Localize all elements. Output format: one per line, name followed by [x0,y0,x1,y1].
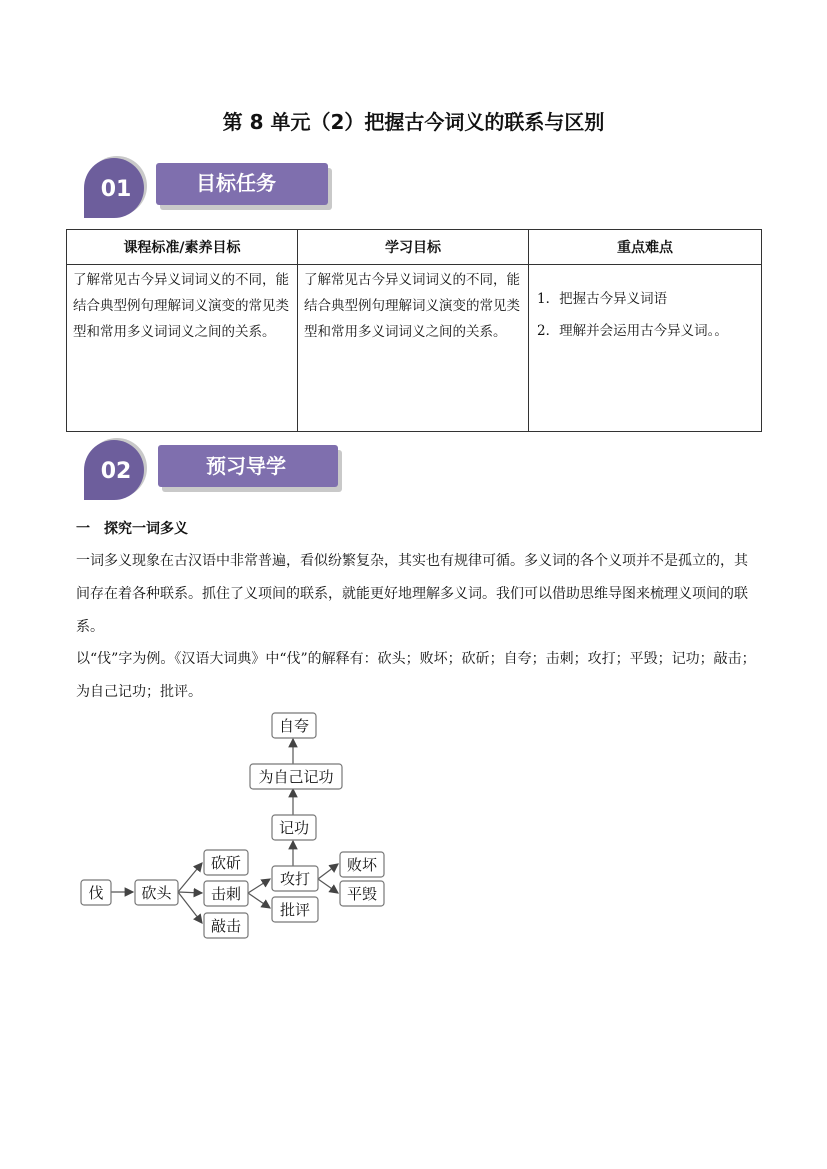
paragraph: 一词多义现象在古汉语中非常普遍，看似纷繁复杂，其实也有规律可循。多义词的各个义项并不是孤立的，其间存在着各种联系。抓住了义项间的联系，就能更好地理解多义词。我们可以借助思维导图来梳理义项间的联系。 [76,553,748,635]
edge [248,879,270,893]
node-gongda [272,866,318,891]
badge-number: 02 [100,459,132,484]
page-title: 第 8 单元（2）把握古今词义的联系与区别 [222,110,605,134]
svg-text:击刺: 击刺 [210,885,242,903]
badge-number: 01 [100,177,132,202]
node-wei-ziji-jigong [250,764,342,789]
node-kantou [135,880,178,905]
node-jici [204,881,248,906]
table-header: 课程标准/素养目标 [67,230,298,265]
key-point: 1．把握古今异义词语 [537,291,668,307]
svg-text:平毁: 平毁 [346,885,378,903]
edge [178,892,202,893]
edge [248,893,270,908]
node-piping [272,897,318,922]
svg-text:砍头: 砍头 [141,884,172,902]
svg-text:自夸: 自夸 [278,717,310,735]
badge-label: 预习导学 [206,454,286,478]
svg-text:记功: 记功 [278,819,310,837]
mind-map-diagram [70,705,400,950]
node-fa [81,880,111,905]
svg-text:批评: 批评 [279,901,311,919]
objective-cell: 了解常见古今异义词词义的不同，能结合典型例句理解词义演变的常见类型和常用多义词词义之间的关系。 [298,265,529,432]
node-qiaoji [204,913,248,938]
badge-label: 目标任务 [196,171,276,195]
table-header: 重点难点 [529,230,762,265]
edge [318,864,338,879]
section-badge-preview [80,436,350,502]
node-pinghui [340,881,384,906]
svg-text:攻打: 攻打 [279,870,311,888]
svg-text:为自己记功: 为自己记功 [258,768,334,786]
paragraph: 以“伐”字为例。《汉语大词典》中“伐”的解释有：砍头；败坏；砍斫；自夸；击刺；攻打；平毁；记功；敲击；为自己记功；批评。 [76,651,756,700]
standard-cell: 了解常见古今异义词词义的不同，能结合典型例句理解词义演变的常见类型和常用多义词词义之间的关系。 [67,265,298,432]
svg-text:败坏: 败坏 [346,856,378,874]
key-points-cell [529,265,762,432]
svg-text:伐: 伐 [88,884,104,902]
svg-text:敲击: 敲击 [210,917,242,935]
edge [178,892,202,923]
key-point: 2．理解并会运用古今异义词。。 [537,323,728,339]
goals-table [66,229,762,432]
node-kanzhuo [204,850,248,875]
section-badge-goals [80,154,340,220]
node-jigong [272,815,316,840]
edge [318,879,338,893]
svg-text:砍斫: 砍斫 [210,854,242,872]
section-heading: 一 探究一词多义 [76,521,188,537]
edge [178,863,202,892]
node-baihuai [340,852,384,877]
node-zikua [272,713,316,738]
table-header: 学习目标 [298,230,529,265]
